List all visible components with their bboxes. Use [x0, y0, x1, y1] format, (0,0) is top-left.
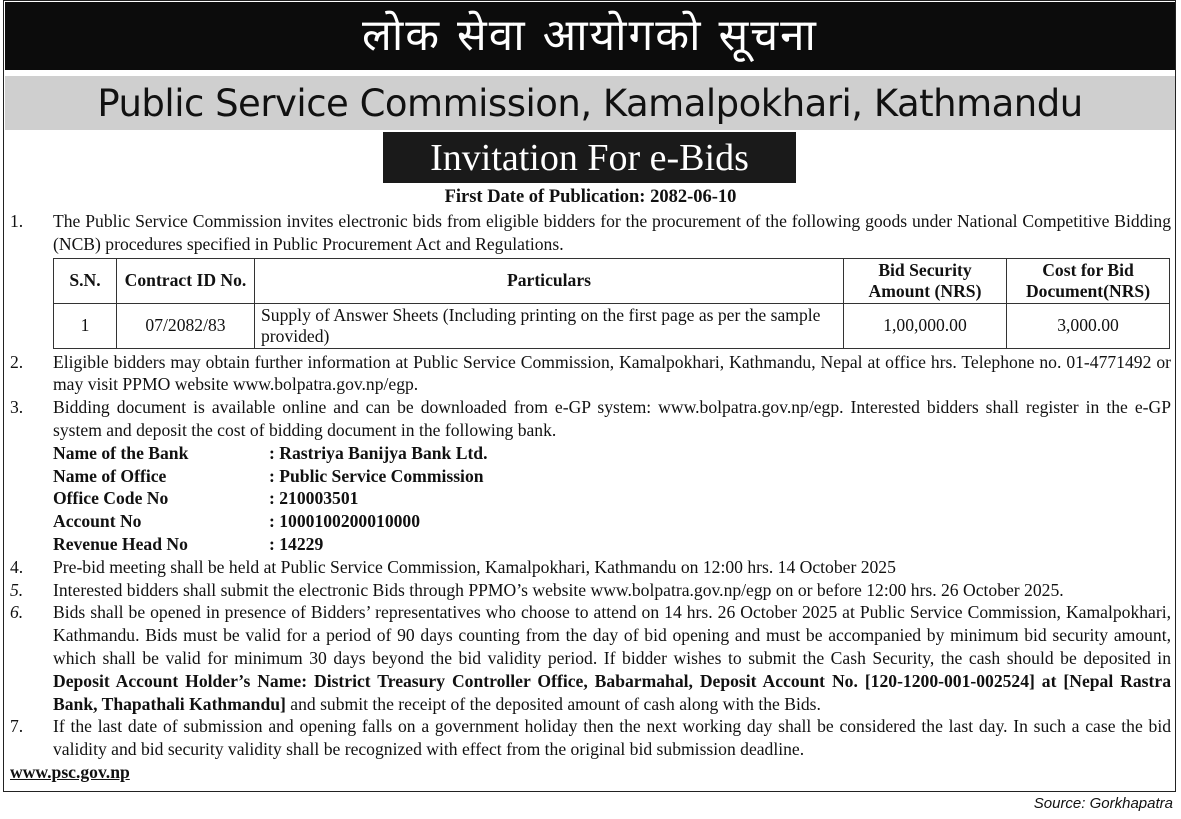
deposit-account-details: Deposit Account Holder’s Name: District Treasury Controller Office, Babarmahal, Deposit Account No. [120-1200-001-002524] at [Nepal Rastra Bank, Thapathali Kathmandu]: [53, 670, 1171, 714]
bank-value: : 210003501: [269, 488, 359, 509]
item-1: [10, 210, 1171, 256]
notice-body: [10, 210, 1171, 784]
notice-title: Invitation For e-Bids: [383, 132, 796, 183]
nepali-title: लोक सेवा आयोगको सूचना: [5, 2, 1175, 70]
item-number: 4.: [10, 556, 24, 577]
item-4: [10, 556, 1171, 579]
item-text-part: Bids shall be opened in presence of Bidders’ representatives who choose to attend on 14 hrs. 26 October 2025 at Public Service Commission, Kamalpokhari, Kathmandu. Bids must be valid for a period of 90 days counting from the day of bid opening and must be accompanied by minimum bid security amount, which shall be valid for minimum 30 days beyond the bid validity period. If bidder wishes to submit the Cash Security, the cash should be deposited in: [53, 602, 1171, 668]
bank-value: : Public Service Commission: [269, 465, 484, 486]
item-text: [53, 601, 1171, 715]
item-text: The Public Service Commission invites electronic bids from eligible bidders for the procurement of the following goods under National Competitive Bidding (NCB) procedures specified in Public Procurement Act and Regulations.: [53, 211, 1171, 254]
cell-particulars: Supply of Answer Sheets (Including printing on the first page as per the sample provided): [255, 303, 844, 348]
bank-label: Revenue Head No: [53, 533, 188, 554]
bank-label: Name of Office: [53, 465, 167, 486]
bank-row: [53, 442, 1171, 465]
item-6: [10, 601, 1171, 715]
item-number: 5.: [10, 579, 24, 600]
item-number: 2.: [10, 351, 24, 372]
item-number: 7.: [10, 716, 24, 737]
bank-row: [53, 487, 1171, 510]
header-sn: S.N.: [54, 258, 117, 303]
bank-value: : 14229: [269, 533, 324, 554]
item-5: [10, 579, 1171, 602]
item-number: 6.: [10, 602, 24, 623]
bank-details: [53, 442, 1171, 556]
bank-row: [53, 533, 1171, 556]
bid-table: [53, 258, 1170, 349]
cell-contract-id: 07/2082/83: [117, 303, 255, 348]
source-credit: Source: Gorkhapatra: [1033, 795, 1173, 812]
bank-value: : Rastriya Banijya Bank Ltd.: [269, 442, 488, 463]
item-7: [10, 715, 1171, 761]
table-row: [54, 303, 1170, 348]
bank-label: Office Code No: [53, 488, 169, 509]
bank-label: Account No: [53, 511, 142, 532]
item-text: Pre-bid meeting shall be held at Public Service Commission, Kamalpokhari, Kathmandu on 12:00 hrs. 14 October 2025: [53, 556, 896, 577]
item-2: [10, 351, 1171, 397]
header-bid-security: Bid Security Amount (NRS): [844, 258, 1007, 303]
organization-name: Public Service Commission, Kamalpokhari, Kathmandu: [5, 76, 1175, 130]
item-text: If the last date of submission and opening falls on a government holiday then the next working day shall be considered the last day. In such a case the bid validity and bid security validity shall be recognized with effect from the original bid submission deadline.: [53, 716, 1171, 760]
bank-row: [53, 510, 1171, 533]
bank-label: Name of the Bank: [53, 442, 189, 463]
website-link[interactable]: www.psc.gov.np: [10, 761, 130, 782]
table-header-row: [54, 258, 1170, 303]
cell-cost: 3,000.00: [1007, 303, 1170, 348]
cell-bid-security: 1,00,000.00: [844, 303, 1007, 348]
item-number: 1.: [10, 211, 24, 231]
header-particulars: Particulars: [255, 258, 844, 303]
header-cost: Cost for Bid Document(NRS): [1007, 258, 1170, 303]
bank-row: [53, 465, 1171, 488]
bank-value: : 1000100200010000: [269, 511, 421, 532]
item-text-part: and submit the receipt of the deposited amount of cash along with the Bids.: [285, 693, 821, 714]
publication-date: First Date of Publication: 2082-06-10: [444, 187, 737, 207]
item-text: Eligible bidders may obtain further information at Public Service Commission, Kamalpokhari, Kathmandu, Nepal at office hrs. Telephone no. 01-4771492 or may visit PPMO website www.bolpatra.gov.np/egp.: [53, 351, 1171, 395]
item-text: Interested bidders shall submit the electronic Bids through PPMO’s website www.bolpatra.gov.np/egp on or before 12:00 hrs. 26 October 2025.: [53, 579, 1064, 600]
header-contract-id: Contract ID No.: [117, 258, 255, 303]
item-3: [10, 396, 1171, 442]
item-text: Bidding document is available online and can be downloaded from e-GP system: www.bolpatra.gov.np/egp. Interested bidders shall register in the e-GP system and deposit the cost of bidding document in the following bank.: [53, 397, 1171, 440]
cell-sn: 1: [54, 303, 117, 348]
item-number: 3.: [10, 397, 24, 418]
